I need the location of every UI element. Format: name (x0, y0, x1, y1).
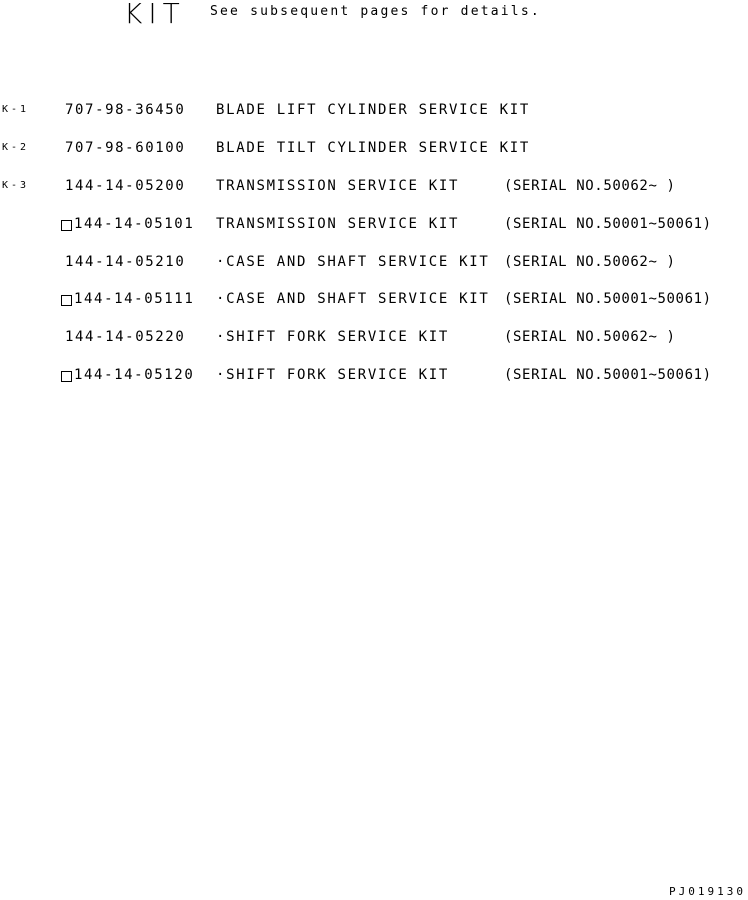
kit-row (0, 365, 748, 385)
page-title: KIT (124, 0, 186, 30)
kit-row (0, 138, 748, 158)
part-description: ·CASE AND SHAFT SERVICE KIT (216, 291, 490, 307)
serial-range: (SERIAL NO.50001~50061) (504, 291, 712, 307)
kit-row (0, 327, 748, 347)
drawing-code: PJ019130 (669, 885, 746, 898)
serial-range: (SERIAL NO.50062~ ) (504, 178, 676, 194)
serial-range: (SERIAL NO.50001~50061) (504, 367, 712, 383)
interchangeability-box-icon (61, 220, 72, 231)
part-number: 707-98-36450 (65, 102, 186, 118)
part-number: 144-14-05120 (74, 367, 195, 383)
part-description: ·SHIFT FORK SERVICE KIT (216, 367, 449, 383)
part-description: ·SHIFT FORK SERVICE KIT (216, 329, 449, 345)
part-description: TRANSMISSION SERVICE KIT (216, 178, 460, 194)
kit-row (0, 252, 748, 272)
kit-ref: K-1 (2, 104, 30, 115)
part-description: BLADE TILT CYLINDER SERVICE KIT (216, 140, 530, 156)
part-number: 144-14-05101 (74, 216, 195, 232)
part-number: 144-14-05111 (74, 291, 195, 307)
kit-row (0, 176, 748, 196)
part-description: ·CASE AND SHAFT SERVICE KIT (216, 254, 490, 270)
kit-row (0, 100, 748, 120)
part-number: 144-14-05220 (65, 329, 186, 345)
kit-row (0, 289, 748, 309)
part-number: 707-98-60100 (65, 140, 186, 156)
kit-ref: K-3 (2, 180, 30, 191)
details-note: See subsequent pages for details. (210, 4, 541, 19)
interchangeability-box-icon (61, 371, 72, 382)
part-description: TRANSMISSION SERVICE KIT (216, 216, 460, 232)
kit-row (0, 214, 748, 234)
serial-range: (SERIAL NO.50062~ ) (504, 329, 676, 345)
part-number: 144-14-05200 (65, 178, 186, 194)
kit-ref: K-2 (2, 142, 30, 153)
serial-range: (SERIAL NO.50001~50061) (504, 216, 712, 232)
serial-range: (SERIAL NO.50062~ ) (504, 254, 676, 270)
part-description: BLADE LIFT CYLINDER SERVICE KIT (216, 102, 530, 118)
part-number: 144-14-05210 (65, 254, 186, 270)
interchangeability-box-icon (61, 295, 72, 306)
